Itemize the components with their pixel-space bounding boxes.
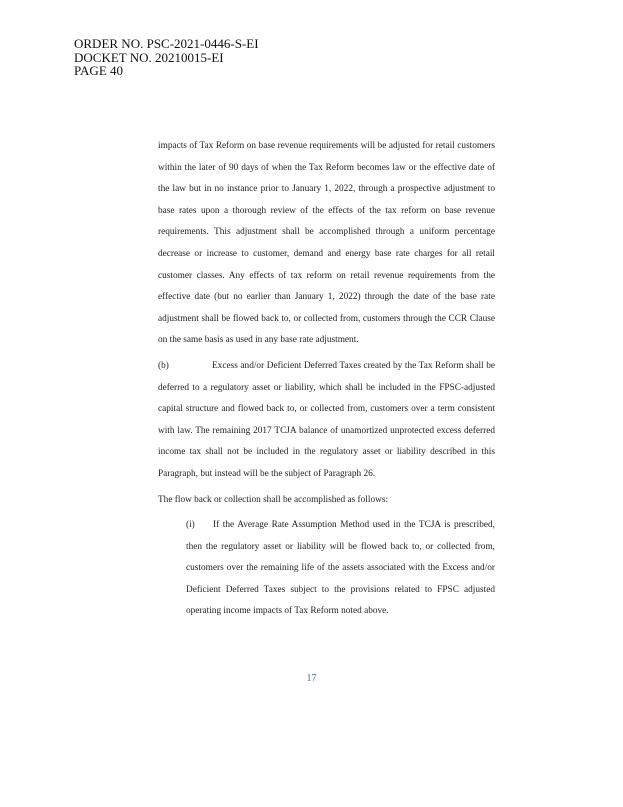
- order-number: ORDER NO. PSC-2021-0446-S-EI: [74, 36, 259, 51]
- document-body: [158, 136, 495, 623]
- header-page-number: PAGE 40: [74, 63, 124, 78]
- subparagraph-i: [158, 515, 495, 623]
- paragraph-b-text: Excess and/or Deficient Deferred Taxes created by the Tax Reform shall be deferred to a regulatory asset or liability, which shall be included in the FPSC-adjusted capital structure and flowed back to, or collected from, customers over a term consistent with law. The remaining 2017 TCJA balance of unamortized unprotected excess deferred income tax shall not be included in the regulatory asset or liability described in this Paragraph, but instead will be the subject of Paragraph 26.: [158, 360, 495, 479]
- paragraph-tax-reform-impacts: impacts of Tax Reform on base revenue requirements will be adjusted for retail customers within the later of 90 days of when the Tax Reform becomes law or the effective date of the law but in no instance prior to January 1, 2022, through a prospective adjustment to base rates upon a thorough review of the effects of the tax reform on base revenue requirements. This adjustment shall be accomplished through a uniform percentage decrease or increase to customer, demand and energy base rate charges for all retail customer classes. Any effects of tax reform on retail revenue requirements from the effective date (but no earlier than January 1, 2022) through the date of the base rate adjustment shall be flowed back to, or collected from, customers through the CCR Clause on the same basis as used in any base rate adjustment.: [158, 141, 495, 346]
- subparagraph-i-marker: (i): [186, 520, 195, 531]
- subparagraph-i-text: If the Average Rate Assumption Method used in the TCJA is prescribed, then the regulatory asset or liability will be flowed back to, or collected from, customers over the remaining life of the assets associated with the Excess and/or Deficient Deferred Taxes subject to the provisions related to FPSC adjusted operating income impacts of Tax Reform noted above.: [186, 520, 495, 617]
- flow-back-intro: The flow back or collection shall be accomplished as follows:: [158, 494, 389, 505]
- footer-page-number: 17: [306, 673, 317, 684]
- document-header: [74, 37, 259, 78]
- docket-number: DOCKET NO. 20210015-EI: [74, 49, 224, 65]
- paragraph-b: [158, 356, 495, 486]
- paragraph-b-marker: (b): [158, 360, 169, 371]
